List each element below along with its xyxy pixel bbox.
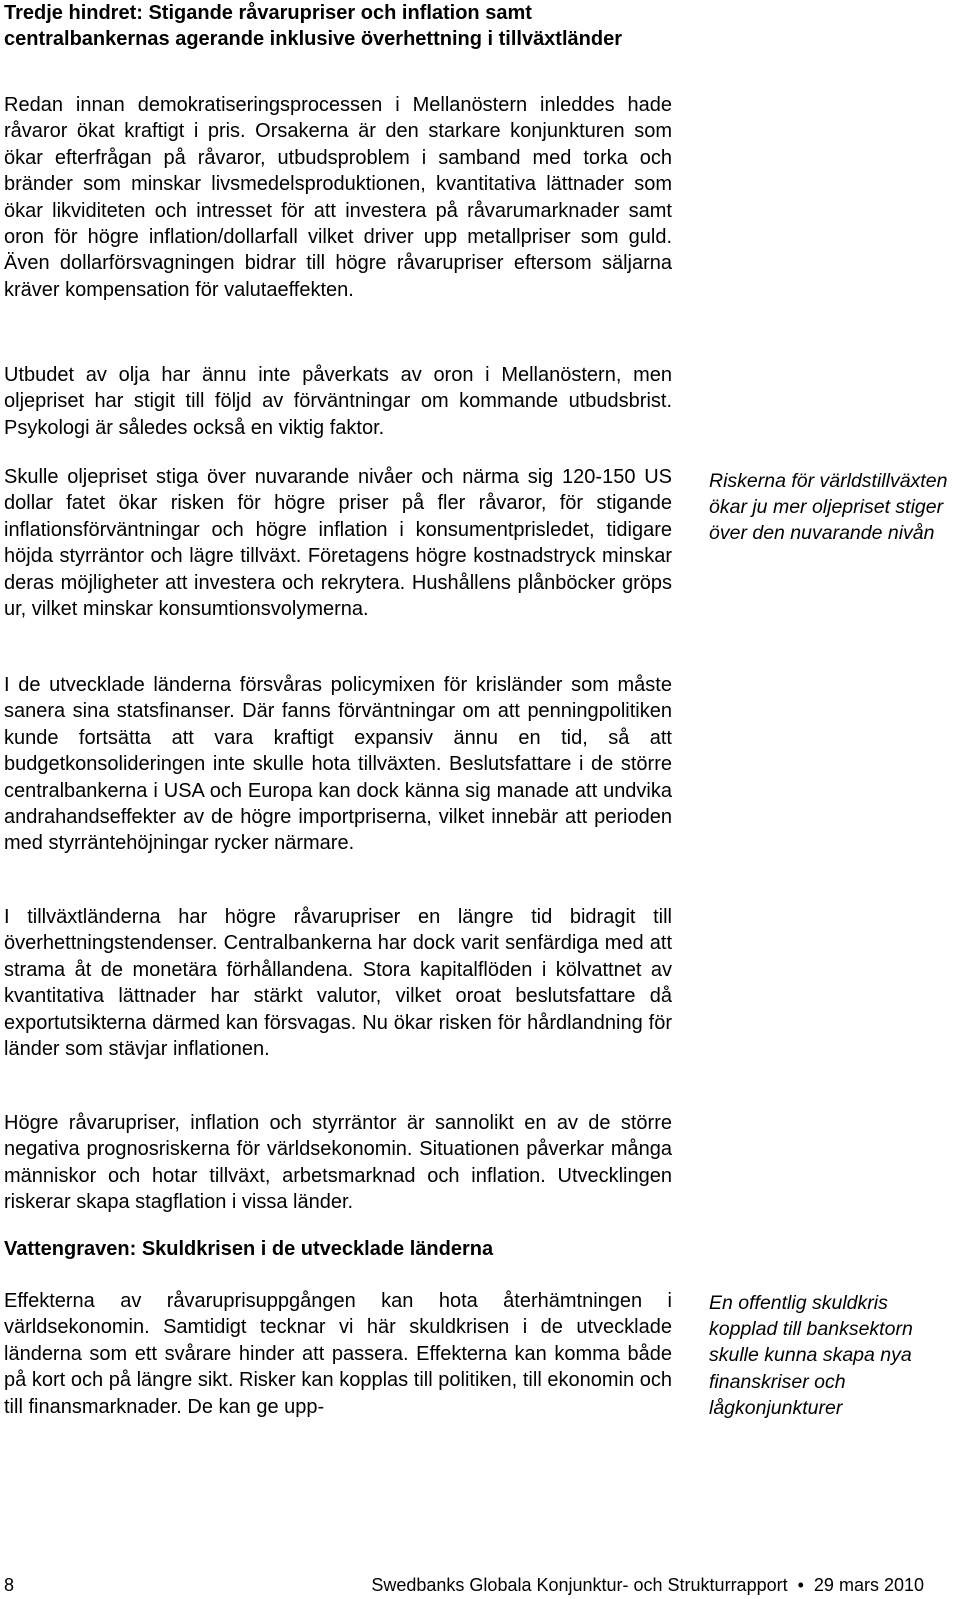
- section-heading-tredje-hindret: Tredje hindret: Stigande råvarupriser och inflation samt centralbankernas agerande inklusive överhettning i tillväxtländer: [4, 2, 622, 50]
- page-footer: [0, 1572, 960, 1598]
- paragraph-emerging-markets: I tillväxtländerna har högre råvarupriser en längre tid bidragit till överhettningstendenser. Centralbankerna har dock varit senfärdiga med att strama åt de monetära förhållandena. Stora kapitalflöden i kölvattnet av kvantitativa lättnader har stärkt valutor, vilket oroat beslutsfattare då exportutsikterna därmed kan försvagas. Nu ökar risken för hårdlandning för länder som stävjar inflationen.: [4, 906, 672, 1061]
- page-number: 8: [4, 1575, 15, 1595]
- footer-publication-info: [371, 1572, 924, 1598]
- side-note-debt-crisis: En offentlig skuldkris kopplad till banksektorn skulle kunna skapa nya finanskriser och lågkonjunkturer: [709, 1292, 913, 1419]
- side-note-world-growth-risk: Riskerna för världstillväxten ökar ju mer oljepriset stiger över den nuvarande nivån: [709, 470, 948, 545]
- footer-bullet: •: [797, 1575, 804, 1595]
- paragraph-raw-materials: Redan innan demokratiseringsprocessen i Mellanöstern inleddes hade råvaror ökat kraftigt i pris. Orsakerna är den starkare konjunkturen som ökar efterfrågan på råvaror, utbudsproblem i samband med torka och bränder som minskar livsmedelsproduktionen, kvantitativa lättnader som ökar likviditeten och intresset för att investera på råvarumarknader samt oron för högre inflation/dollarfall vilket driver upp metallpriser som guld. Även dollarförsvagningen bidrar till högre råvarupriser eftersom säljarna kräver kompensation för valutaeffekten.: [4, 94, 672, 301]
- paragraph-oil-price-risk: Skulle oljepriset stiga över nuvarande nivåer och närma sig 120-150 US dollar fatet ökar risken för högre priser på fler råvaror, för stigande inflationsförväntningar och högre inflation i konsumentprisledet, tidigare höjda styrräntor och lägre tillväxt. Företagens högre kostnadstryck minskar deras möjligheter att investera och rekrytera. Hushållens plånböcker gröps ur, vilket minskar konsumtionsvolymerna.: [4, 466, 672, 621]
- paragraph-debt-crisis: Effekterna av råvaruprisuppgången kan hota återhämtningen i världsekonomin. Samtidigt tecknar vi här skuldkrisen i de utvecklade länderna som ett svårare hinder att passera. Effekterna kan komma både på kort och på längre sikt. Risker kan kopplas till politiken, till ekonomin och till finansmarknader. De kan ge upp-: [4, 1290, 672, 1418]
- section-heading-vattengraven: Vattengraven: Skuldkrisen i de utvecklade länderna: [4, 1238, 494, 1260]
- publication-date: 29 mars 2010: [813, 1575, 924, 1595]
- paragraph-oil-supply: Utbudet av olja har ännu inte påverkats av oron i Mellanöstern, men oljepriset har stigit till följd av förväntningar om kommande utbudsbrist. Psykologi är således också en viktig faktor.: [4, 364, 672, 439]
- paragraph-developed-countries: I de utvecklade länderna försvåras policymixen för krisländer som måste sanera sina statsfinanser. Där fanns förväntningar om att penningpolitiken kunde fortsätta att vara kraftigt expansiv ännu en tid, så att budgetkonsolideringen inte skulle hota tillväxten. Beslutsfattare i de större centralbankerna i USA och Europa kan dock känna sig manade att undvika andrahandseffekter av de högre importpriserna, vilket innebär att perioden med styrräntehöjningar rycker närmare.: [4, 674, 672, 855]
- paragraph-negative-risks: Högre råvarupriser, inflation och styrräntor är sannolikt en av de större negativa prognosriskerna för världsekonomin. Situationen påverkar många människor och hotar tillväxt, arbetsmarknad och inflation. Utvecklingen riskerar skapa stagflation i vissa länder.: [4, 1112, 672, 1214]
- publication-title: Swedbanks Globala Konjunktur- och Strukturrapport: [371, 1575, 788, 1595]
